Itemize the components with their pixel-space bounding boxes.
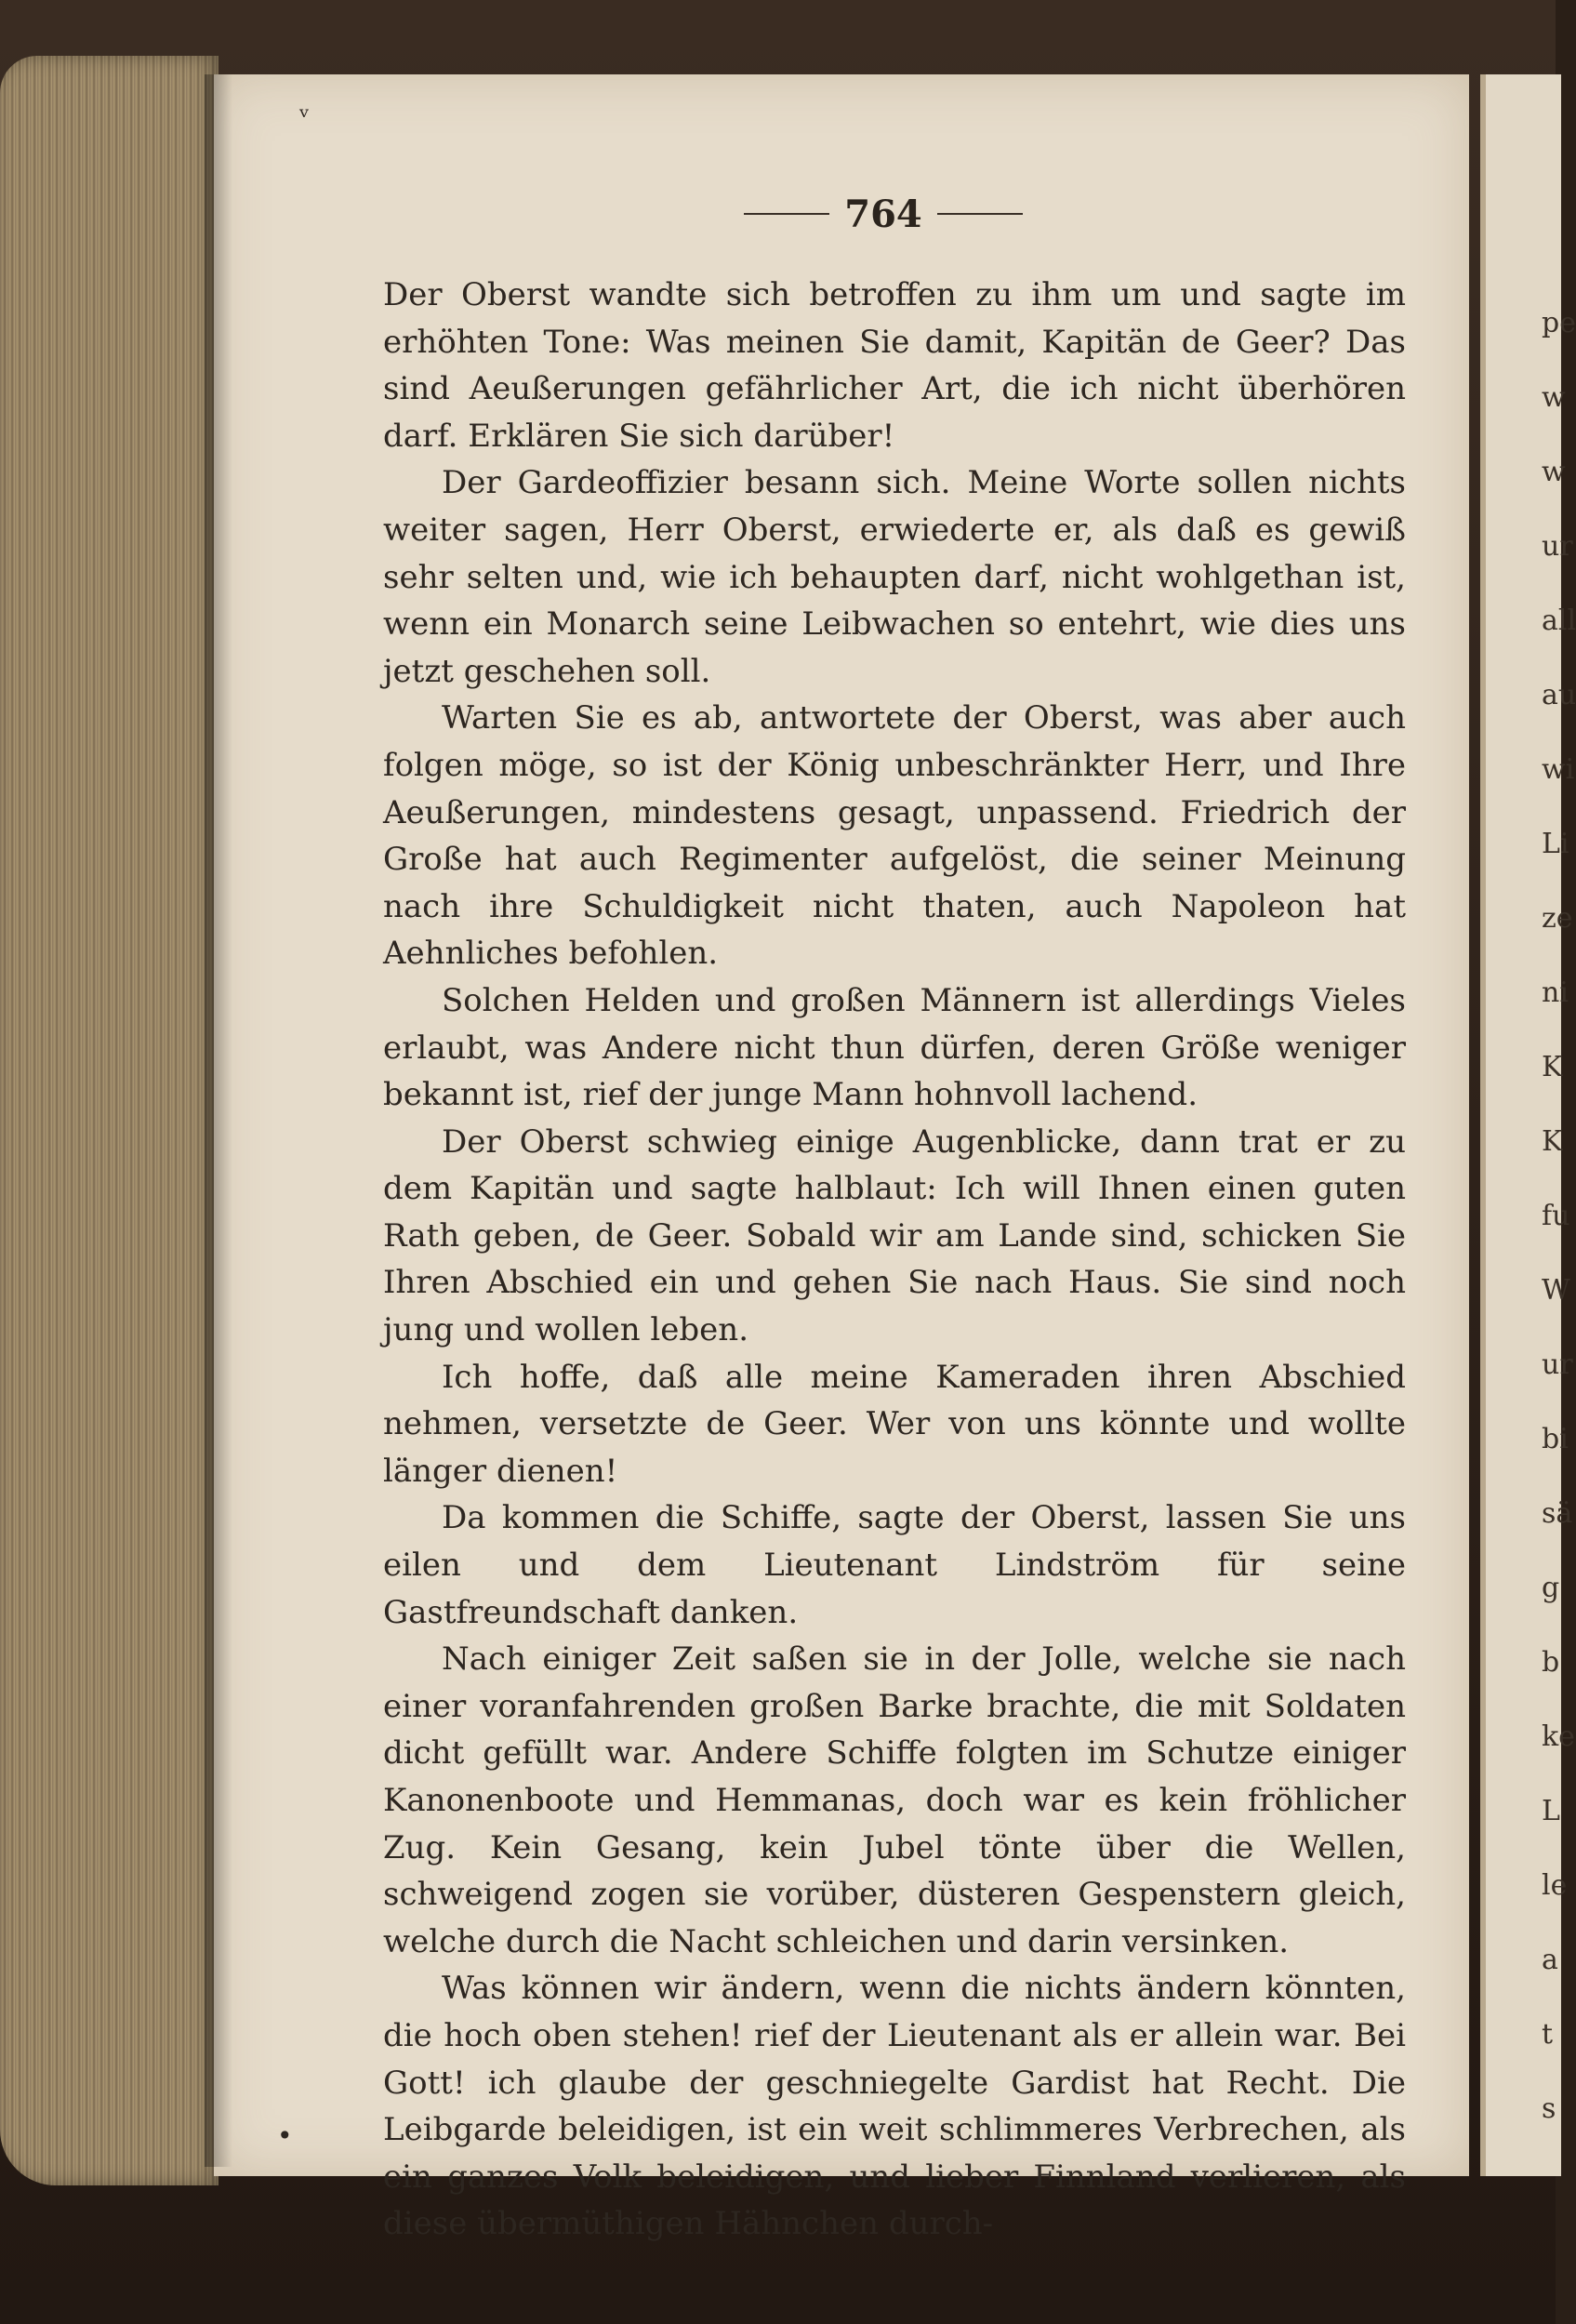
paragraph: Der Oberst wandte sich betroffen zu ihm um und sagte im erhöhten Tone: Was meinen Sie damit, Kapitän de Geer? Das sind Aeußerungen gefährlicher Art, die ich nicht überhören darf. Erklären Sie sich darüber! — [383, 276, 1406, 455]
next-page-fragment: w — [1542, 456, 1566, 488]
next-page-fragment: ni — [1542, 976, 1569, 1009]
next-page-fragment: le — [1542, 1869, 1568, 1902]
next-page-fragment: b — [1542, 1646, 1560, 1679]
next-page-fragment: sä — [1542, 1497, 1573, 1530]
header-rule-right — [937, 213, 1023, 215]
paragraph: Was können wir ändern, wenn die nichts ändern könnten, die hoch oben stehen! rief der Lieutenant als er allein war. Bei Gott! ich glaube der geschniegelte Gardist hat Recht. Die Leibgarde beleidigen, ist ein weit schlimmeres Verbrechen, als ein ganzes Volk beleidigen, und lieber Finnland verlieren, als diese übermüthigen Hähnchen durch- — [383, 1970, 1406, 2243]
spine-shadow — [205, 74, 232, 2167]
next-page-fragment: w — [1542, 381, 1566, 414]
paragraph: Warten Sie es ab, antwortete der Oberst, was aber auch folgen möge, so ist der König unbeschränkter Herr, und Ihre Aeußerungen, mindestens gesagt, unpassend. Friedrich der Große hat auch Regimenter aufgelöst, die seiner Meinung nach ihre Schuldigkeit nicht thaten, auch Napoleon hat Aehnliches befohlen. — [383, 699, 1406, 973]
paragraph: Da kommen die Schiffe, sagte der Oberst, lassen Sie uns eilen und dem Lieutenant Lindström für seine Gastfreundschaft danken. — [383, 1499, 1406, 1631]
paragraph: Der Oberst schwieg einige Augenblicke, dann trat er zu dem Kapitän und sagte halblaut: Ich will Ihnen einen guten Rath geben, de Geer. Sobald wir am Lande sind, schicken Sie Ihren Abschied ein und gehen Sie nach Haus. Sie sind noch jung und wollen leben. — [383, 1122, 1406, 1349]
next-page-fragment: bi — [1542, 1423, 1569, 1455]
next-page-fragment: ze — [1542, 902, 1573, 935]
page-header — [744, 191, 1023, 237]
page-margin-mark: • — [277, 2120, 293, 2151]
next-page-fragment: Li — [1542, 828, 1569, 860]
header-rule-left — [744, 213, 829, 215]
page-body-text — [383, 272, 1406, 2248]
next-page-fragment: fu — [1542, 1200, 1570, 1232]
next-page-fragment: K — [1542, 1125, 1563, 1158]
next-page-fragment: K — [1542, 1051, 1563, 1083]
paragraph: Nach einiger Zeit saßen sie in der Jolle, welche sie nach einer voranfahrenden großen Barke brachte, die mit Soldaten dicht gefüllt war. Andere Schiffe folgten im Schutze einiger Kanonenboote und Hemmanas, doch war es kein fröhlicher Zug. Kein Gesang, kein Jubel tönte über die Wellen, schweigend zogen sie vorüber, düsteren Gespenstern gleich, welche durch die Nacht schleichen und darin versinken. — [383, 1640, 1406, 1960]
paragraph: Solchen Helden und großen Männern ist allerdings Vieles erlaubt, was Andere nicht thun dürfen, deren Größe weniger bekannt ist, rief der junge Mann hohnvoll lachend. — [383, 981, 1406, 1114]
next-page-fragment: ur — [1542, 1348, 1573, 1381]
next-page-fragment: a — [1542, 1944, 1558, 1976]
paragraph: Der Gardeoffizier besann sich. Meine Worte sollen nichts weiter sagen, Herr Oberst, erwiederte er, als daß es gewiß sehr selten und, wie ich behaupten darf, nicht wohlgethan ist, wenn ein Monarch seine Leibwachen so entehrt, wie dies uns jetzt geschehen soll. — [383, 464, 1406, 690]
page-corner-mark: ᵥ — [299, 93, 310, 124]
page-number: 764 — [844, 192, 922, 236]
next-page-fragment: wi — [1542, 753, 1575, 786]
next-page-fragment: pe — [1542, 307, 1576, 339]
next-page-fragment: ur — [1542, 530, 1573, 563]
book-page-edges — [0, 56, 219, 2185]
next-page-fragment: g — [1542, 1572, 1560, 1604]
next-page-fragment: all — [1542, 604, 1576, 637]
next-page-fragment: ke — [1542, 1720, 1575, 1753]
next-page-sliver — [1480, 74, 1576, 2176]
next-page-fragment: t — [1542, 2018, 1554, 2051]
next-page-fragment: s — [1542, 2092, 1556, 2125]
next-page-fragment: L — [1542, 1795, 1560, 1827]
next-page-fragment: W — [1542, 1274, 1570, 1307]
next-page-fragment: au — [1542, 679, 1576, 711]
paragraph: Ich hoffe, daß alle meine Kameraden ihren Abschied nehmen, versetzte de Geer. Wer von uns könnte und wollte länger dienen! — [383, 1358, 1406, 1490]
